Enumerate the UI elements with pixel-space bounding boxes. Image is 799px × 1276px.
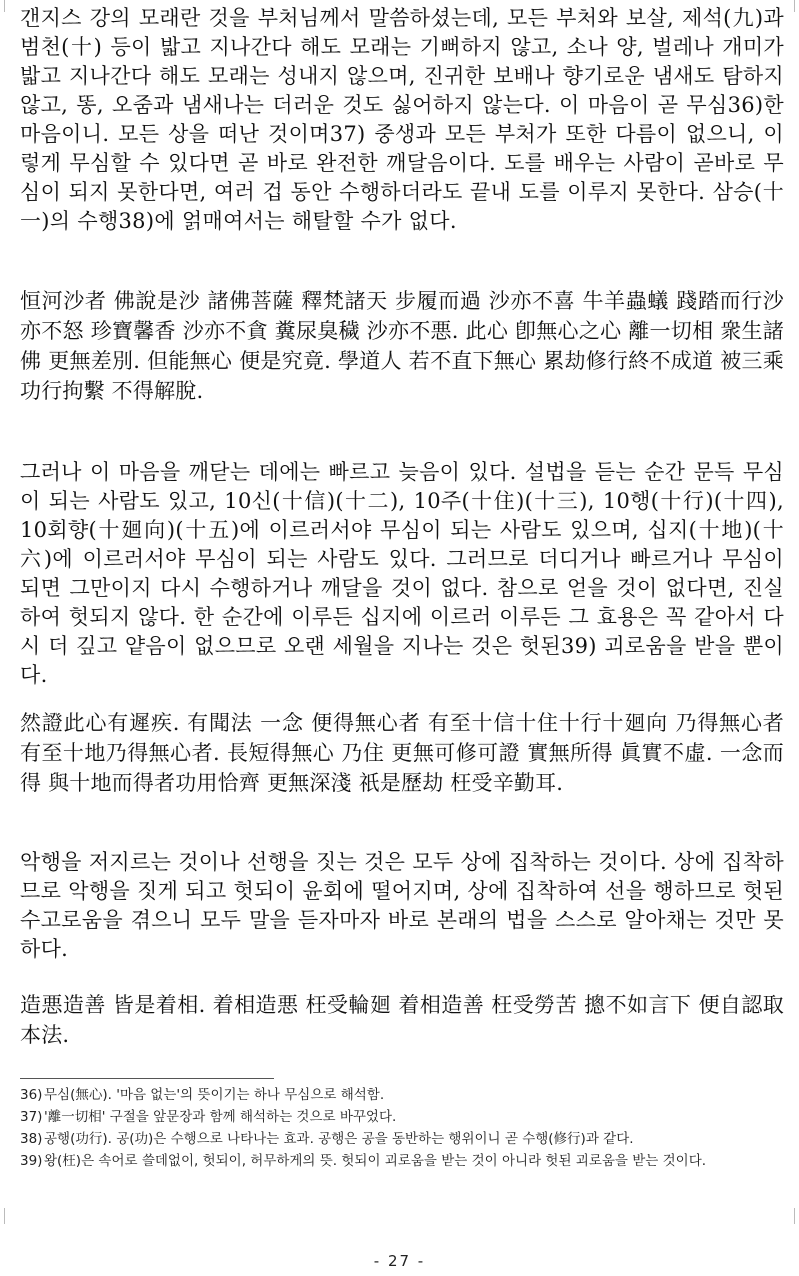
crop-mark-bottom-left <box>4 1208 17 1224</box>
footnote-number: 38) <box>20 1131 43 1147</box>
classical-chinese-paragraph-3: 造悪造善 皆是着相. 着相造悪 枉受輪廻 着相造善 枉受勞苦 摠不如言下 便自認取本法. <box>20 993 784 1047</box>
footnote-37 <box>20 1106 784 1128</box>
footnote-36 <box>20 1084 784 1106</box>
footnote-text: '離一切相' 구절을 앞문장과 함께 해석하는 것으로 바꾸었다. <box>44 1109 397 1125</box>
footnote-number: 37) <box>20 1109 43 1125</box>
footnote-39 <box>20 1150 784 1172</box>
footnote-text: 왕(枉)은 속어로 쓸데없이, 헛되이, 허무하게의 뜻. 헛되이 괴로움을 받는 것이 아니라 헛된 괴로움을 받는 것이다. <box>44 1153 707 1169</box>
classical-chinese-paragraph-2: 然證此心有遲疾. 有聞法 一念 便得無心者 有至十信十住十行十廻向 乃得無心者 有至十地乃得無心者. 長短得無心 乃住 更無可修可證 實無所得 眞實不虛. 一念而得 與十地而得者功用恰齊 更無深淺 祇是歷劫 枉受辛勤耳. <box>20 711 784 795</box>
footnotes <box>20 1084 784 1172</box>
page-number: - 27 - <box>373 1252 426 1270</box>
classical-chinese-paragraph-1: 恒河沙者 佛說是沙 諸佛菩薩 釋梵諸天 步履而過 沙亦不喜 牛羊蟲蟻 踐踏而行沙亦不怒 珍寶馨香 沙亦不貪 糞尿臭穢 沙亦不悪. 此心 卽無心之心 離一切相 衆生諸佛 更無差別. 但能無心 便是究竟. 學道人 若不直下無心 累劫修行終不成道 被三乘功行拘繫 不得解脫. <box>20 289 784 403</box>
crop-mark-bottom-right <box>782 1208 795 1224</box>
korean-paragraph-2: 그러나 이 마음을 깨닫는 데에는 빠르고 늦음이 있다. 설법을 듣는 순간 문득 무심이 되는 사람도 있고, 10신(十信)(十二), 10주(十住)(十三), 10행(十行)(十四), 10회향(十廻向)(十五)에 이르러서야 무심이 되는 사람도 있으며, 십지(十地)(十六)에 이르러서야 무심이 되는 사람도 있다. 그러므로 더디거나 빠르거나 무심이 되면 그만이지 다시 수행하거나 깨달을 것이 없다. 참으로 얻을 것이 없다면, 진실하여 헛되지 않다. 한 순간에 이루든 십지에 이르러 이루든 그 효용은 꼭 같아서 다시 더 깊고 얕음이 없으므로 오랜 세월을 지나는 것은 헛된39) 괴로움을 받을 뿐이다. <box>20 460 784 687</box>
footnote-divider <box>20 1078 274 1079</box>
footnote-number: 36) <box>20 1087 43 1103</box>
footnote-38 <box>20 1128 784 1150</box>
korean-paragraph-1: 갠지스 강의 모래란 것을 부처님께서 말씀하셨는데, 모든 부처와 보살, 제석(九)과 범천(十) 등이 밟고 지나간다 해도 모래는 기뻐하지 않고, 소나 양, 벌레나 개미가 밟고 지나간다 해도 모래는 성내지 않으며, 진귀한 보배나 향기로운 냄새도 탐하지 않고, 똥, 오줌과 냄새나는 더러운 것도 싫어하지 않는다. 이 마음이 곧 무심36)한 마음이니. 모든 상을 떠난 것이며37) 중생과 모든 부처가 또한 다름이 없으니, 이렇게 무심할 수 있다면 곧 바로 완전한 깨달음이다. 도를 배우는 사람이 곧바로 무심이 되지 못한다면, 여러 겁 동안 수행하더라도 끝내 도를 이루지 못한다. 삼승(十一)의 수행38)에 얽매여서는 해탈할 수가 없다. <box>20 6 784 233</box>
korean-paragraph-3: 악행을 저지르는 것이나 선행을 짓는 것은 모두 상에 집착하는 것이다. 상에 집착하므로 악행을 짓게 되고 헛되이 윤회에 떨어지며, 상에 집착하여 선을 행하므로 헛된 수고로움을 겪으니 모두 말을 듣자마자 바로 본래의 법을 스스로 알아채는 것만 못하다. <box>20 850 784 961</box>
crop-mark-top-left <box>4 0 17 12</box>
footnote-text: 공행(功行). 공(功)은 수행으로 나타나는 효과. 공행은 공을 동반하는 행위이니 곧 수행(修行)과 같다. <box>44 1131 634 1147</box>
footnote-number: 39) <box>20 1153 43 1169</box>
footnote-text: 무심(無心). '마음 없는'의 뜻이기는 하나 무심으로 해석함. <box>44 1087 385 1103</box>
